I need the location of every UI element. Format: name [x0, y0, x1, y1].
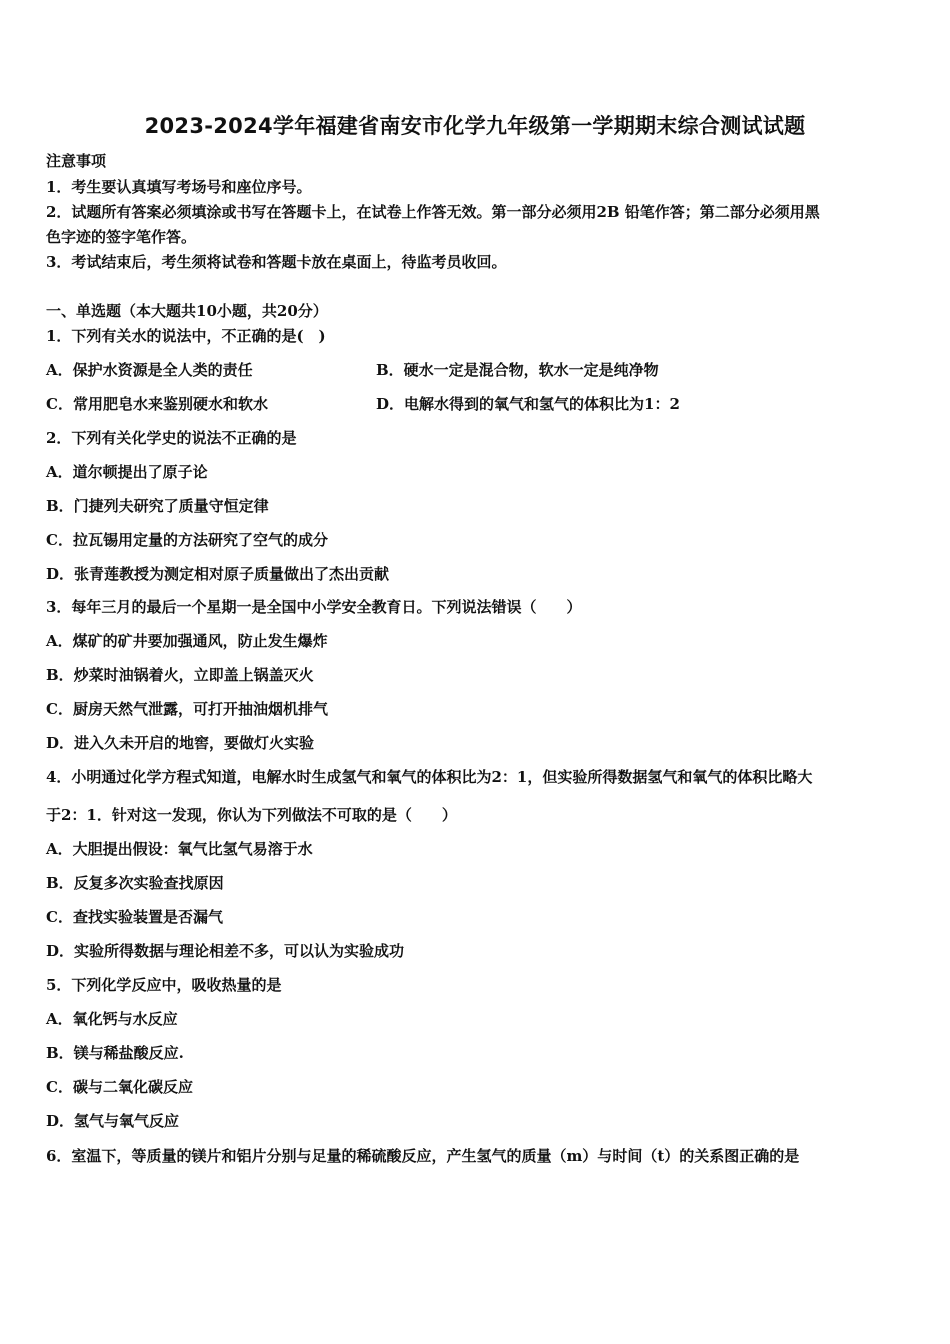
- notice-item: 1．考生要认真填写考场号和座位序号。: [46, 178, 312, 196]
- option-a: A．道尔顿提出了原子论: [46, 463, 208, 481]
- option-b: B．硬水一定是混合物，软水一定是纯净物: [376, 361, 659, 379]
- question-stem: 1．下列有关水的说法中，不正确的是( ): [46, 327, 326, 345]
- option-d: D．张青莲教授为测定相对原子质量做出了杰出贡献: [46, 565, 390, 583]
- section-heading: 一、单选题（本大题共10小题，共20分）: [46, 302, 328, 320]
- option-c: C．常用肥皂水来鉴别硬水和软水: [46, 395, 268, 413]
- notice-item: 2．试题所有答案必须填涂或书写在答题卡上，在试卷上作答无效。第一部分必须用2B 铅笔作答；第二部分必须用黑: [46, 203, 820, 221]
- option-a: A．保护水资源是全人类的责任: [46, 361, 253, 379]
- option-d: D．实验所得数据与理论相差不多，可以认为实验成功: [46, 942, 405, 960]
- option-c: C．拉瓦锡用定量的方法研究了空气的成分: [46, 531, 328, 549]
- option-c: C．查找实验装置是否漏气: [46, 908, 223, 926]
- option-a: A．大胆提出假设：氧气比氢气易溶于水: [46, 840, 313, 858]
- option-b: B．炒菜时油锅着火，立即盖上锅盖灭火: [46, 666, 314, 684]
- option-b: B．门捷列夫研究了质量守恒定律: [46, 497, 269, 515]
- option-b: B．反复多次实验查找原因: [46, 874, 224, 892]
- option-d: D．氢气与氧气反应: [46, 1112, 180, 1130]
- option-c: C．厨房天然气泄露，可打开抽油烟机排气: [46, 700, 328, 718]
- notice-item: 色字迹的签字笔作答。: [46, 228, 197, 246]
- question-stem: 于2：1．针对这一发现，你认为下列做法不可取的是（ ）: [46, 806, 457, 824]
- exam-title: 2023-2024学年福建省南安市化学九年级第一学期期末综合测试试题: [144, 114, 806, 138]
- notice-item: 3．考试结束后，考生须将试卷和答题卡放在桌面上，待监考员收回。: [46, 253, 507, 271]
- option-c: C．碳与二氧化碳反应: [46, 1078, 193, 1096]
- question-stem: 2．下列有关化学史的说法不正确的是: [46, 429, 297, 447]
- question-stem: 3．每年三月的最后一个星期一是全国中小学安全教育日。下列说法错误（ ）: [46, 598, 582, 616]
- option-b: B．镁与稀盐酸反应.: [46, 1044, 184, 1062]
- option-a: A．氧化钙与水反应: [46, 1010, 178, 1028]
- option-d: D．进入久未开启的地窖，要做灯火实验: [46, 734, 315, 752]
- question-stem: 5．下列化学反应中，吸收热量的是: [46, 976, 282, 994]
- question-stem: 6．室温下，等质量的镁片和铝片分别与足量的稀硫酸反应，产生氢气的质量（m）与时间（t）的关系图正确的是: [46, 1147, 800, 1165]
- option-d: D．电解水得到的氧气和氢气的体积比为1：2: [376, 395, 680, 413]
- notice-heading: 注意事项: [46, 152, 107, 170]
- option-a: A．煤矿的矿井要加强通风，防止发生爆炸: [46, 632, 328, 650]
- question-stem: 4．小明通过化学方程式知道，电解水时生成氢气和氧气的体积比为2：1，但实验所得数据氢气和氧气的体积比略大: [46, 768, 813, 786]
